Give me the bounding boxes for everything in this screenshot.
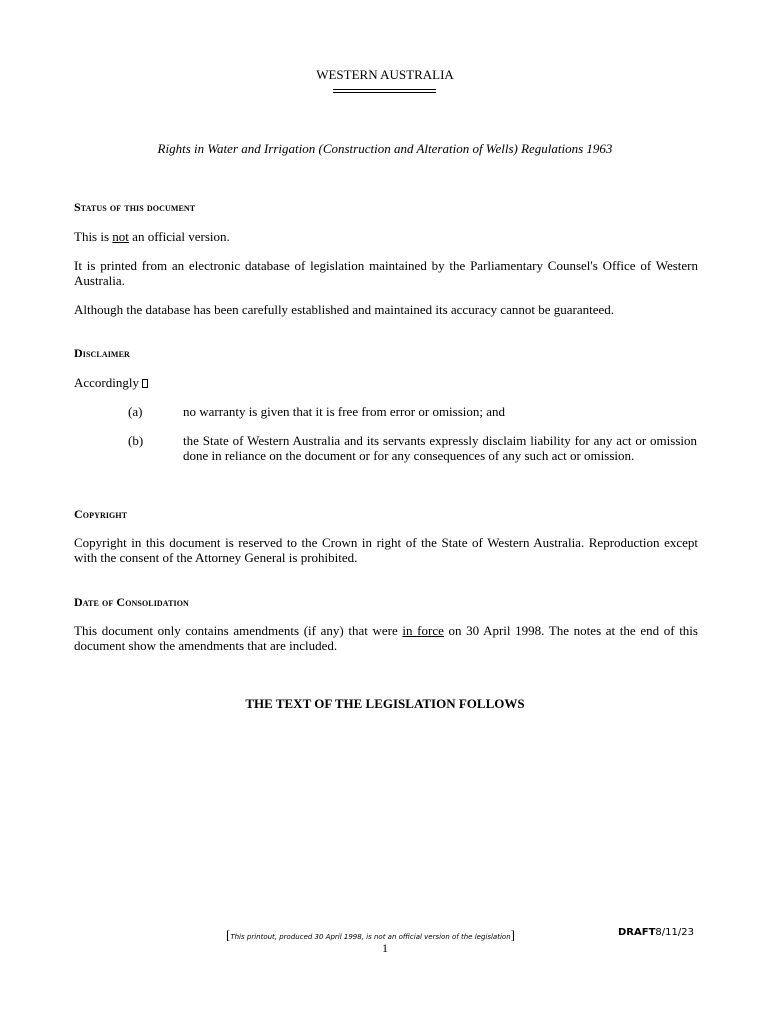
missing-glyph-icon bbox=[142, 379, 148, 388]
heading-double-rule-bottom bbox=[333, 92, 436, 93]
consolidation-before: This document only contains amendments (if any) that were bbox=[74, 623, 403, 638]
disclaimer-item-b-text: the State of Western Australia and its servants expressly disclaim liability for any act or omission done in reliance on the document or for any consequences of any such act or omission. bbox=[183, 433, 697, 463]
consolidation-heading: Date of Consolidation bbox=[74, 595, 189, 609]
status-p1-before: This is bbox=[74, 229, 113, 244]
legislation-follows-banner: THE TEXT OF THE LEGISLATION FOLLOWS bbox=[245, 696, 525, 711]
status-p1-underlined: not bbox=[112, 229, 129, 244]
status-p1-after: an official version. bbox=[128, 229, 230, 244]
draft-label: DRAFT bbox=[618, 927, 656, 938]
consolidation-underlined: in force bbox=[402, 623, 444, 638]
regulation-title: Rights in Water and Irrigation (Construction and Alteration of Wells) Regulations 1963 bbox=[157, 141, 613, 156]
consolidation-after: on 30 April 1998. The notes at the end of this document show the amendments that are included. bbox=[74, 623, 698, 653]
footer-bracket-open: [ bbox=[226, 927, 231, 942]
status-paragraph-3: Although the database has been carefully established and maintained its accuracy cannot be guaranteed. bbox=[74, 302, 615, 317]
disclaimer-heading: Disclaimer bbox=[74, 346, 130, 360]
draft-stamp bbox=[618, 927, 694, 938]
copyright-paragraph: Copyright in this document is reserved to the Crown in right of the State of Western Australia. Reproduction except with the consent of the Attorney General is prohibited. bbox=[74, 535, 698, 565]
disclaimer-item-b-label: (b) bbox=[128, 433, 144, 448]
footer-bracket-close: ] bbox=[510, 927, 515, 942]
jurisdiction-heading: WESTERN AUSTRALIA bbox=[316, 67, 454, 82]
copyright-heading: Copyright bbox=[74, 507, 128, 521]
disclaimer-item-a-label: (a) bbox=[128, 404, 143, 419]
footer-note: This printout, produced 30 April 1998, is not an official version of the legislation bbox=[230, 933, 511, 941]
disclaimer-item-a-text: no warranty is given that it is free from error or omission; and bbox=[183, 404, 506, 419]
page-number: 1 bbox=[382, 941, 388, 955]
draft-date: 8/11/23 bbox=[655, 927, 694, 938]
disclaimer-intro-text: Accordingly bbox=[74, 375, 139, 390]
heading-double-rule-top bbox=[333, 89, 436, 90]
status-paragraph-1 bbox=[74, 229, 698, 245]
consolidation-paragraph bbox=[74, 623, 698, 653]
status-paragraph-2: It is printed from an electronic database of legislation maintained by the Parliamentary Counsel's Office of Western Australia. bbox=[74, 258, 698, 288]
status-heading: Status of this document bbox=[74, 200, 196, 214]
disclaimer-intro bbox=[74, 375, 148, 391]
